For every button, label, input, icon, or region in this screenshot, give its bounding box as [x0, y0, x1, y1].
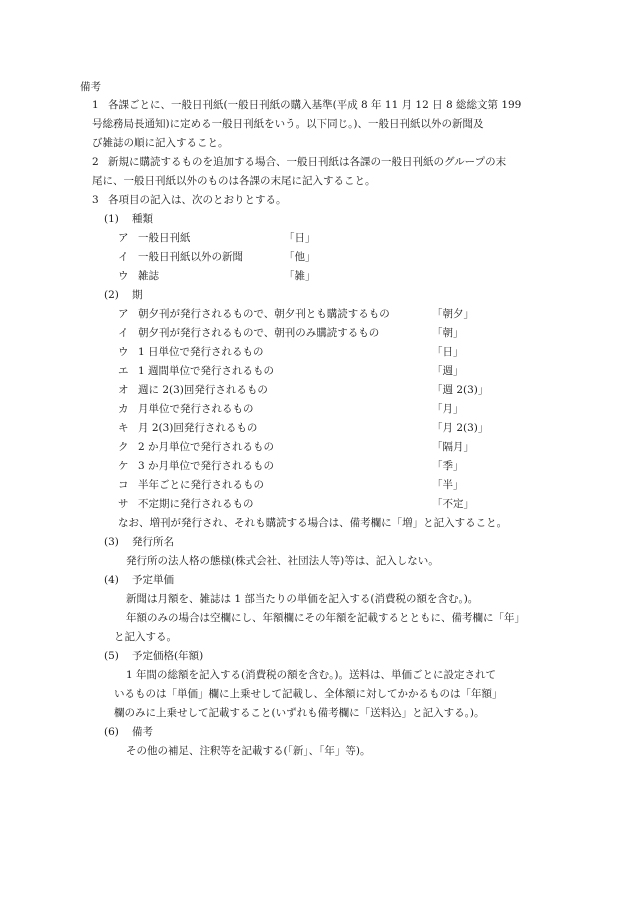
sec2-row-kana: サ [118, 498, 129, 510]
sec1-row-kana: ウ [118, 270, 129, 282]
sec6-title: 備考 [132, 726, 153, 738]
sec2-row-kana: ク [118, 441, 129, 453]
sec1-title: 種類 [132, 213, 153, 225]
sec2-row-label: 半年ごとに発行されるもの [138, 479, 264, 491]
sec5-line2: いるものは「単価」欄に上乗せして記載し、全体額に対してかかるものは「年額」 [114, 688, 503, 700]
sec1-number: (1) [104, 213, 119, 225]
sec2-row-code: 「朝」 [432, 327, 464, 339]
sec2-row-code: 「季」 [432, 460, 464, 472]
sec2-row-code: 「週」 [432, 365, 464, 377]
sec2-row-label: 2 か月単位で発行されるもの [138, 441, 275, 453]
item1-line1: 各課ごとに、一般日刊紙(一般日刊紙の購入基準(平成 8 年 11 月 12 日 8 総総文第 199 [108, 99, 522, 111]
sec1-row-code: 「雑」 [284, 270, 316, 282]
sec5-title: 予定価格(年額) [132, 650, 204, 662]
sec1-row-code: 「他」 [284, 251, 316, 263]
sec2-row-kana: イ [118, 327, 129, 339]
sec1-row-label: 一般日刊紙 [138, 232, 191, 244]
sec6-line1: その他の補足、注釈等を記載する(「新」、「年」等)。 [126, 745, 371, 757]
sec2-row-label: 不定期に発行されるもの [138, 498, 254, 510]
sec2-row-label: 朝夕刊が発行されるもので、朝刊のみ購読するもの [138, 327, 380, 339]
sec2-row-kana: オ [118, 384, 129, 396]
sec2-row-kana: キ [118, 422, 129, 434]
item1-line3: び雑誌の順に記入すること。 [92, 137, 229, 149]
sec2-row-code: 「週 2(3)」 [432, 384, 489, 396]
sec6-number: (6) [104, 726, 119, 738]
item3-number: 3 [92, 194, 99, 206]
sec2-note: なお、増刊が発行され、それも購読する場合は、備考欄に「増」と記入すること。 [118, 517, 508, 529]
item2-number: 2 [92, 156, 99, 168]
sec2-row-code: 「半」 [432, 479, 464, 491]
sec1-row-label: 一般日刊紙以外の新聞 [138, 251, 243, 263]
sec1-row-label: 雑誌 [138, 270, 159, 282]
sec2-row-label: 週に 2(3)回発行されるもの [138, 384, 268, 396]
sec4-line3: と記入する。 [114, 631, 177, 643]
sec2-row-code: 「月 2(3)」 [432, 422, 489, 434]
sec2-row-code: 「不定」 [432, 498, 474, 510]
sec2-number: (2) [104, 289, 119, 301]
item1-line2: 号総務局長通知)に定める一般日刊紙をいう。以下同じ。)、一般日刊紙以外の新聞及 [92, 118, 484, 130]
item1-number: 1 [92, 99, 99, 111]
sec2-row-code: 「朝夕」 [432, 308, 474, 320]
sec1-row-code: 「日」 [284, 232, 316, 244]
sec5-number: (5) [104, 650, 119, 662]
sec2-row-label: 月 2(3)回発行されるもの [138, 422, 258, 434]
sec2-title: 期 [132, 289, 143, 301]
item3-line1: 各項目の記入は、次のとおりとする。 [108, 194, 287, 206]
sec3-title: 発行所名 [132, 536, 174, 548]
sec1-row-kana: イ [118, 251, 129, 263]
item2-line2: 尾に、一般日刊紙以外のものは各課の末尾に記入すること。 [92, 175, 376, 187]
sec2-row-label: 1 日単位で発行されるもの [138, 346, 264, 358]
sec2-row-kana: エ [118, 365, 129, 377]
sec2-row-label: 月単位で発行されるもの [138, 403, 254, 415]
sec2-row-kana: ウ [118, 346, 129, 358]
sec2-row-label: 3 か月単位で発行されるもの [138, 460, 275, 472]
sec5-line3: 欄のみに上乗せして記載すること(いずれも備考欄に「送料込」と記入する。)。 [114, 707, 485, 719]
sec2-row-kana: ケ [118, 460, 129, 472]
sec4-title: 予定単価 [132, 574, 174, 586]
sec2-row-code: 「日」 [432, 346, 464, 358]
sec2-row-kana: カ [118, 403, 129, 415]
sec4-line2: 年額のみの場合は空欄にし、年額欄にその年額を記載するとともに、備考欄に「年」 [126, 612, 525, 624]
sec2-row-kana: ア [118, 308, 129, 320]
sec4-number: (4) [104, 574, 119, 586]
sec3-line1: 発行所の法人格の態様(株式会社、社団法人等)等は、記入しない。 [126, 555, 439, 567]
sec2-row-label: 朝夕刊が発行されるもので、朝夕刊とも購読するもの [138, 308, 390, 320]
sec4-line1: 新聞は月額を、雑誌は 1 部当たりの単価を記入する(消費税の額を含む。)。 [126, 593, 479, 605]
sec2-row-kana: コ [118, 479, 129, 491]
sec2-row-code: 「隔月」 [432, 441, 474, 453]
heading: 備考 [80, 81, 101, 93]
item2-line1: 新規に購読するものを追加する場合、一般日刊紙は各課の一般日刊紙のグループの末 [108, 156, 507, 168]
sec3-number: (3) [104, 536, 119, 548]
sec2-row-label: 1 週間単位で発行されるもの [138, 365, 275, 377]
sec5-line1: 1 年間の総額を記入する(消費税の額を含む。)。送料は、単価ごとに設定されて [126, 669, 496, 681]
sec2-row-code: 「月」 [432, 403, 464, 415]
sec1-row-kana: ア [118, 232, 129, 244]
